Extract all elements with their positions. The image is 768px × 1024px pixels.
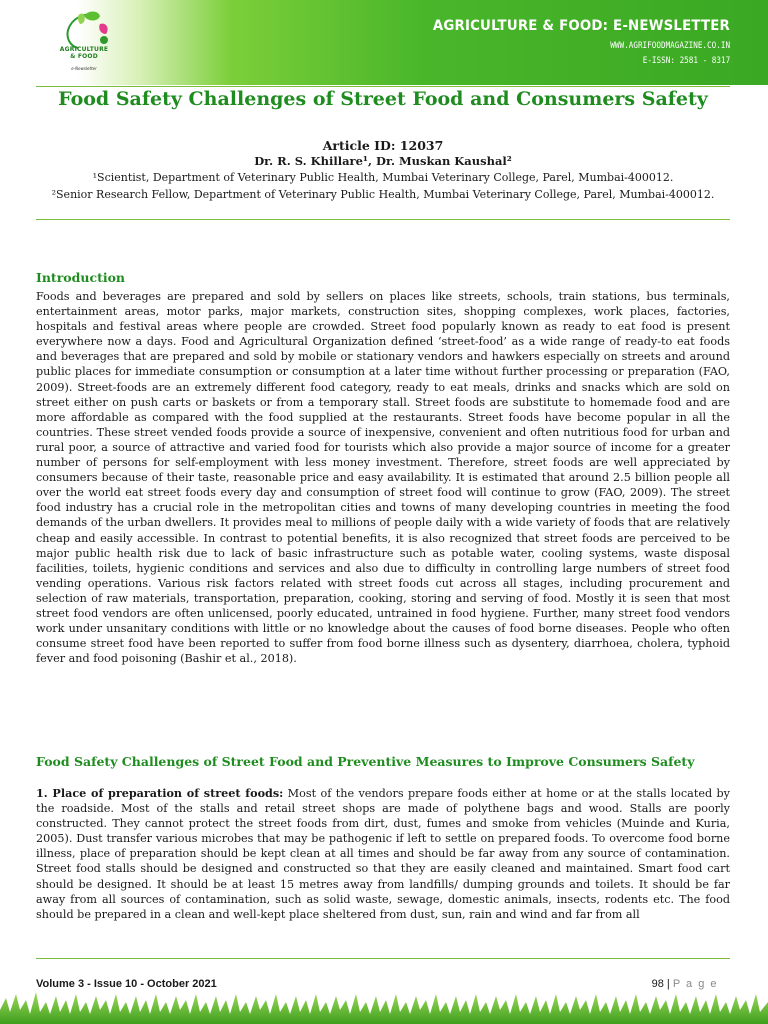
paragraph-lead: 1. Place of preparation of street foods:	[36, 786, 284, 800]
title-divider-top	[36, 86, 730, 87]
affiliation-2: ²Senior Research Fellow, Department of Veterinary Public Health, Mumbai Veterinary College, Parel, Mumbai-400012.	[51, 188, 715, 201]
introduction-heading: Introduction	[36, 270, 126, 285]
page-number: 98	[651, 978, 664, 990]
title-divider-bottom	[36, 219, 730, 220]
authors: Dr. R. S. Khillare¹, Dr. Muskan Kaushal²	[254, 154, 512, 168]
footer-divider	[36, 958, 730, 959]
introduction-paragraph: Foods and beverages are prepared and sold by sellers on places like streets, schools, train stations, bus terminals, entertainment areas, motor parks, major markets, construction sites, shopping complexes, work places, factories, hospitals and festival areas where people are crowded. Street food popularly known as ready to eat food is present everywhere now a days. Food and Agricultural Organization defined ‘street-food’ as a wide range of ready-to eat foods and beverages that are prepared and sold by mobile or stationary vendors and hawkers especially on streets and around public places for immediate consumption or consumption at a later time without further processing or preparation (FAO, 2009). Street-foods are an extremely different food category, ready to eat meals, drinks and snacks which are sold on street either on push carts or baskets or from a temporary stall. Street foods are substitute to homemade food and are more affordable as compared with the food supplied at the restaurants. Street foods have become popular in all the countries. These street vended foods provide a source of inexpensive, convenient and often nutritious food for urban and rural poor, a source of attractive and varied food for tourists which also provide a major source of income for a greater number of persons for self-employment with less money investment. Therefore, street foods are well appreciated by consumers because of their taste, reasonable price and easy availability. It is estimated that around 2.5 billion people all over the world eat street foods every day and consumption of street food will continue to grow (FAO, 2009). The street food industry has a crucial role in the metropolitan cities and towns of many developing countries in meeting the food demands of the urban dwellers. It provides meal to millions of people daily with a wide variety of foods that are relatively cheap and easily accessible. In contrast to potential benefits, it is also recognized that street foods are perceived to be major public health risk due to lack of basic infrastructure such as potable water, cooling systems, waste disposal facilities, toilets, hygienic conditions and services and also due to difficulty in controlling large numbers of street food vending operations. Various risk factors related with street foods cut across all stages, including procurement and selection of raw materials, transportation, preparation, cooking, storing and serving of food. Mostly it is seen that most street food vendors are often unlicensed, poorly educated, untrained in food hygiene. Further, many street food vendors work under unsanitary conditions with little or no knowledge about the causes of food borne diseases. People who often consume street food have been reported to suffer from food borne illness such as dysentery, diarrhoea, cholera, typhoid fever and food poisoning (Bashir et al., 2018).	[36, 290, 730, 666]
article-id: Article ID: 12037	[322, 138, 444, 153]
issn-number: E-ISSN: 2581 - 8317	[642, 56, 730, 66]
place-of-preparation-paragraph	[36, 786, 730, 922]
article-title: Food Safety Challenges of Street Food and Consumers Safety	[58, 88, 708, 110]
leaf-logo-icon	[44, 10, 124, 74]
grass-decoration-icon	[0, 990, 768, 1024]
logo-subtitle: e-Newsletter	[71, 66, 97, 71]
page-separator: |	[666, 978, 670, 990]
affiliation-1: ¹Scientist, Department of Veterinary Public Health, Mumbai Veterinary College, Parel, Mumbai-400012.	[92, 171, 674, 184]
page-label: P a g e	[672, 978, 718, 990]
page-indicator	[652, 978, 718, 990]
newsletter-title: AGRICULTURE & FOOD: E-NEWSLETTER	[432, 18, 730, 34]
agriculture-food-logo	[44, 10, 124, 74]
food-safety-heading: Food Safety Challenges of Street Food and Preventive Measures to Improve Consumers Safety	[36, 754, 695, 769]
paragraph-body: Most of the vendors prepare foods either at home or at the stalls located by the roadside. Most of the stalls and retail street shops are made of polythene bags and wood. Stalls are poorly constructed. They cannot protect the street foods from dirt, dust, fumes and smoke from vehicles (Muinde and Kuria, 2005). Dust transfer various microbes that may be pathogenic if left to settle on prepared foods. To overcome food borne illness, place of preparation should be kept clean at all times and should be far away from any source of contamination. Street food stalls should be designed and constructed so that they are easily cleaned and maintained. Smart food cart should be designed. It should be at least 15 metres away from landfills/ dumping grounds and toilets. It should be far away from all sources of contamination, such as solid waste, sewage, domestic animals, insects, rodents etc. The food should be prepared in a clean and well-kept place sheltered from dust, sun, rain and wind and far from all	[36, 787, 730, 921]
website-url[interactable]: WWW.AGRIFOODMAGAZINE.CO.IN	[610, 41, 730, 51]
logo-title: AGRICULTURE & FOOD	[59, 46, 109, 60]
volume-issue: Volume 3 - Issue 10 - October 2021	[36, 978, 217, 990]
